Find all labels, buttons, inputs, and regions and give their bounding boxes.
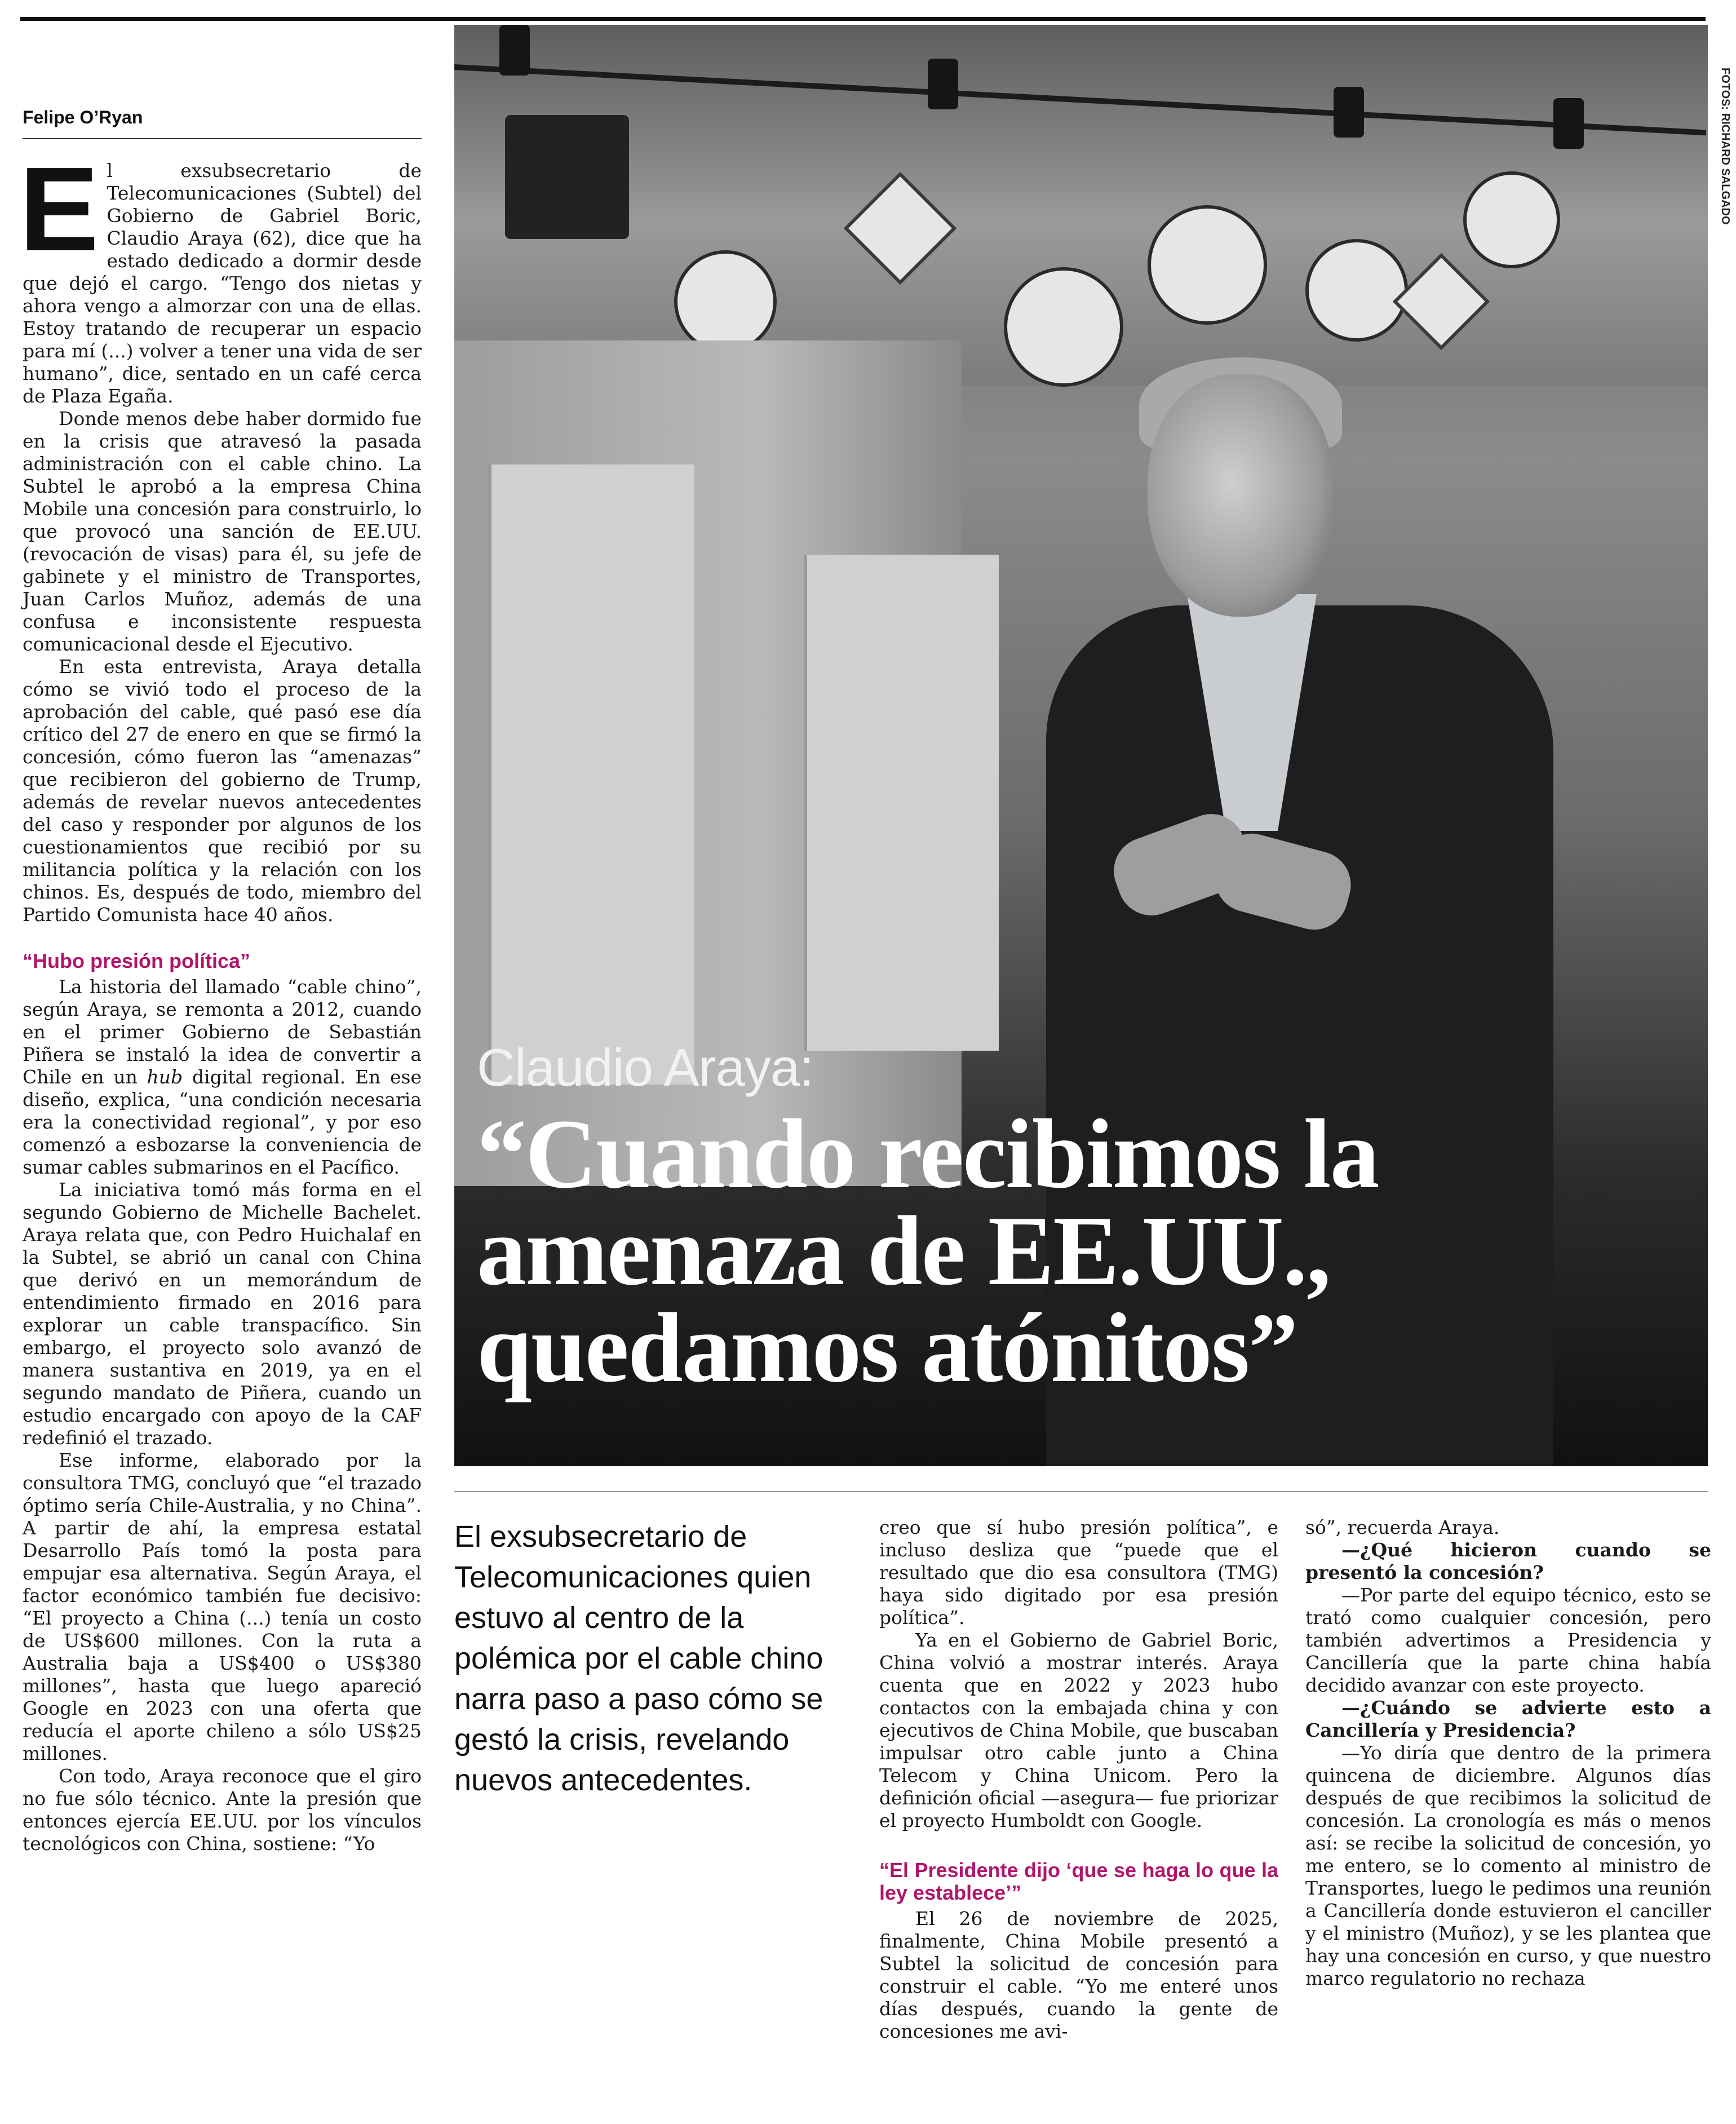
exhibit-panel <box>488 464 694 1085</box>
section-subhead: “El Presidente dijo ‘que se haga lo que la ley establece’” <box>879 1858 1278 1904</box>
interview-answer: —Por parte del equipo técnico, esto se trató como cualquier concesión, pero también advertimos a Presidencia y Cancillería que la parte china había decidido avanzar con este proyecto. <box>1305 1584 1711 1696</box>
paragraph: Ese informe, elaborado por la consultora TMG, concluyó que “el trazado óptimo sería Chile-Australia, y no China”. A partir de ahí, la empresa estatal Desarrollo País tomó la posta para empujar esa alternativa. Según Araya, el factor económico también fue decisivo: “El proyecto a China (...) tenía un costo de US$600 millones. Con la ruta a Australia baja a US$400 o US$380 millones”, hasta que luego apareció Google en 2023 con una oferta que reducía el aporte chileno a sólo US$25 millones. <box>23 1449 422 1764</box>
italic-term: hub <box>147 1066 183 1088</box>
spotlight <box>928 59 958 109</box>
divider <box>454 1491 1708 1492</box>
paragraph: Ya en el Gobierno de Gabriel Boric, China volvió a mostrar interés. Araya cuenta que en 2022 y 2023 hubo contactos con la embajada china y con ejecutivos de China Mobile, que buscaban impulsar otro cable junto a China Telecom y China Unicom. Pero la definición oficial —asegura— fue priorizar el proyecto Humboldt con Google. <box>879 1629 1278 1831</box>
paragraph: En esta entrevista, Araya detalla cómo se vivió todo el proceso de la aprobación del cable, qué pasó ese día crítico del 27 de enero en que se firmó la concesión, cómo fueron las “amenazas” que recibieron del gobierno de Trump, además de revelar nuevos antecedentes del caso y responder por algunos de los cuestionamientos que recibió por su militancia política y la relación con los chinos. Es, después de todo, miembro del Partido Comunista hace 40 años. <box>23 656 422 926</box>
photo-credit: FOTOS: RICHARD SALGADO <box>1719 67 1731 225</box>
paragraph: só”, recuerda Araya. <box>1305 1516 1500 1538</box>
accessibility-sign-icon <box>505 115 629 239</box>
traffic-sign-icon <box>1148 205 1267 325</box>
spotlight <box>1334 87 1364 138</box>
left-column <box>19 107 422 1855</box>
traffic-sign-icon <box>1463 171 1560 268</box>
interview-answer: —Yo diría que dentro de la primera quincena de diciembre. Algunos días después de que recibimos la solicitud de concesión. La cronología es más o menos así: se recibe la solicitud de concesión, yo me entero, se lo comento al ministro de Transportes, luego le pedimos una reunión a Cancillería donde estuvieron el canciller y el ministro (Muñoz), y se les plantea que hay una concesión en curso, y que nuestro marco regulatorio no rechaza <box>1305 1742 1711 1989</box>
paragraph-text: digital regional. En ese diseño, explica, “una condición necesaria era la conectividad regional”, y por eso comenzó a esbozarse la conveniencia de sumar cables submarinos en el Pacífico. <box>23 1066 422 1178</box>
interview-question: —¿Cuándo se advierte esto a Cancillería y Presidencia? <box>1305 1697 1711 1741</box>
headline-name: Claudio Araya: <box>477 1038 814 1097</box>
paragraph-text: l exsubsecretario de Telecomunicaciones (Subtel) del Gobierno de Gabriel Boric, Claudio Araya (62), dice que ha estado dedicado a dormir desde que dejó el cargo. “Tengo dos nietas y ahora vengo a almorzar con una de ellas. Estoy tratando de recuperar un espacio para mí (...) volver a tener una vida de ser humano”, dice, sentado en un café cerca de Plaza Egaña. <box>23 160 422 407</box>
traffic-sign-icon <box>1305 239 1408 342</box>
spotlight <box>499 25 530 76</box>
paragraph <box>23 976 422 1179</box>
paragraph-text: La historia del llamado “cable chino”, según Araya, se remonta a 2012, cuando en el primer Gobierno de Sebastián Piñera se instaló la idea de convertir a Chile en un <box>23 976 422 1088</box>
paragraph: El 26 de noviembre de 2025, finalmente, China Mobile presentó a Subtel la solicitud de concesión para construir el cable. “Yo me enteré unos días después, cuando la gente de concesiones me avi- <box>879 1908 1278 2042</box>
top-rule <box>20 17 1706 21</box>
dropcap: E <box>19 142 99 276</box>
headline-quote: “Cuando recibimos la amenaza de EE.UU., quedamos atónitos” <box>477 1099 1379 1403</box>
paragraph: La iniciativa tomó más forma en el segundo Gobierno de Michelle Bachelet. Araya relata que, con Pedro Huichalaf en la Subtel, se abrió un canal con China que derivó en un memorándum de entendimiento firmado en 2016 para explorar un cable transpacífico. Sin embargo, el proyecto solo avanzó de manera sustantiva en 2019, ya en el segundo mandato de Piñera, cuando un estudio encargado con apoyo de la CAF redefinió el trazado. <box>23 1179 422 1449</box>
right-column <box>1305 1516 1711 1990</box>
paragraph: Donde menos debe haber dormido fue en la crisis que atravesó la pasada administración con el cable chino. La Subtel le aprobó a la empresa China Mobile una concesión para construirlo, lo que provocó una sanción de EE.UU. (revocación de visas) para él, su jefe de gabinete y el ministro de Transportes, Juan Carlos Muñoz, además de una confusa e inconsistente respuesta comunicacional desde el Ejecutivo. <box>23 408 422 655</box>
middle-column <box>879 1516 1278 2043</box>
byline: Felipe O’Ryan <box>23 107 422 139</box>
traffic-sign-icon <box>674 250 777 353</box>
left-body <box>19 142 422 1855</box>
person-face <box>1148 374 1334 617</box>
section-subhead: “Hubo presión política” <box>23 949 251 972</box>
interview-question: —¿Qué hicieron cuando se presentó la concesión? <box>1305 1539 1711 1583</box>
traffic-sign-icon <box>1004 267 1123 387</box>
paragraph: Con todo, Araya reconoce que el giro no fue sólo técnico. Ante la presión que entonces ejercía EE.UU. por los vínculos tecnológicos con China, sostiene: “Yo <box>23 1765 422 1855</box>
lead-summary: El exsubsecretario de Telecomunicaciones quien estuvo al centro de la polémica por el cable chino narra paso a paso cómo se gestó la crisis, revelando nuevos antecedentes. <box>454 1520 823 1797</box>
paragraph <box>19 142 422 408</box>
paragraph: creo que sí hubo presión política”, e incluso desliza que “puede que el resultado que dio esa consultora (TMG) haya sido digitado por esa presión política”. <box>879 1516 1278 1629</box>
spotlight <box>1553 98 1584 149</box>
exhibit-panel <box>804 555 999 1051</box>
